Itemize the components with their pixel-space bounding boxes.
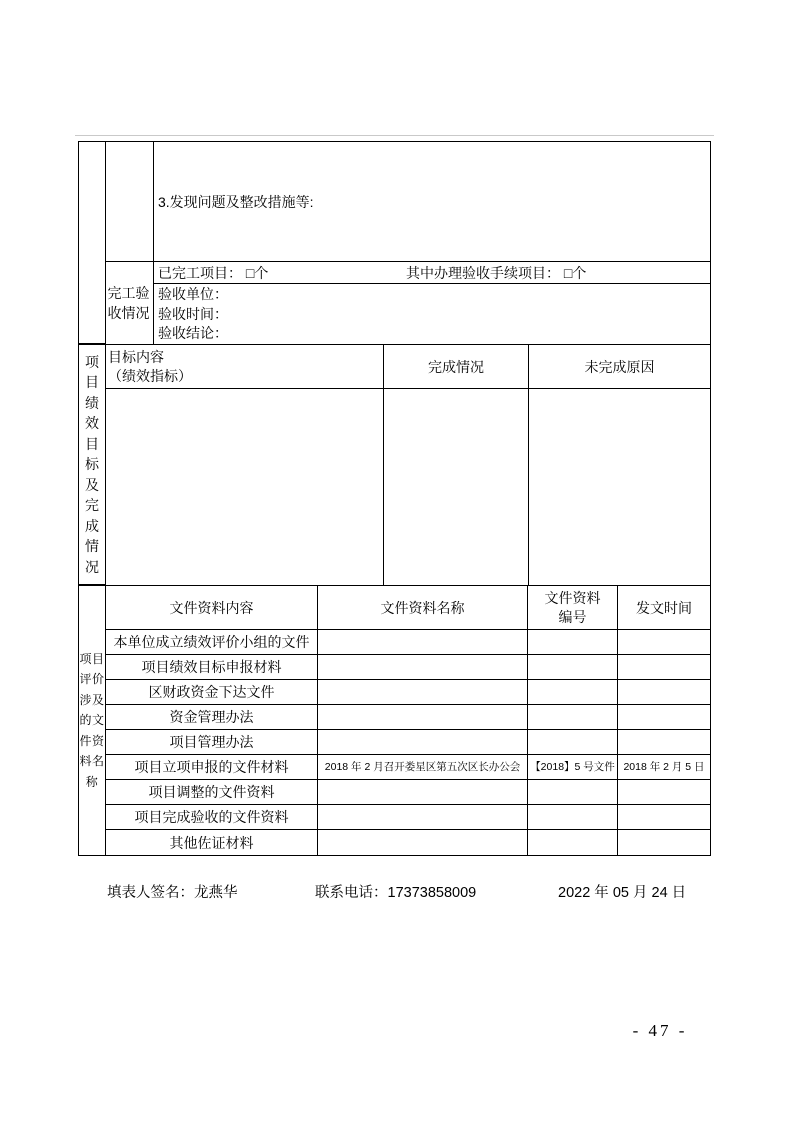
file-row-content: [106, 655, 318, 680]
file-row-date: [618, 705, 710, 730]
section-performance-goals: [79, 345, 710, 586]
file-row-content: [106, 780, 318, 805]
completion-status-header: 完成情况: [428, 358, 484, 375]
file-row-name: [318, 655, 528, 680]
file-row-number: [528, 805, 618, 830]
file-row-content: [106, 705, 318, 730]
file-row-number: [528, 730, 618, 755]
incomplete-reason-header-cell: [529, 345, 710, 389]
file-row-content-text: 其他佐证材料: [169, 834, 254, 851]
signer-label: 填表人签名：龙燕华: [107, 885, 238, 901]
completion-status-header-cell: [384, 345, 529, 389]
file-row-name: [318, 680, 528, 705]
file-row-content-text: 区财政资金下达文件: [148, 684, 275, 700]
file-row-date: [618, 830, 710, 855]
section-file-materials: [79, 586, 710, 855]
completed-projects-count-label: 已完工项目： □个: [158, 264, 269, 281]
completion-status-value-cell: [384, 389, 529, 585]
file-row-date: [618, 680, 710, 705]
file-row-date: [618, 780, 710, 805]
issue-date-header: 发文时间: [636, 599, 692, 616]
issue-date-header-cell: [618, 586, 710, 630]
file-row-content-text: 项目管理办法: [169, 734, 254, 750]
acceptance-conclusion-label: 验收结论：: [158, 325, 228, 341]
issues-and-rectification-label: 3.发现问题及整改措施等:: [158, 193, 314, 210]
completed-projects-row: [154, 262, 710, 284]
file-row-name: [318, 755, 528, 780]
file-row-date-text: 2018 年 2 月 5 日: [623, 760, 705, 773]
acceptance-time-label: 验收时间：: [158, 305, 228, 322]
contact-phone-label: 联系电话：17373858009: [315, 885, 477, 901]
file-name-header-cell: [318, 586, 528, 630]
section-completion-acceptance: [79, 142, 710, 345]
file-row-date: [618, 630, 710, 655]
incomplete-reason-value-cell: [529, 389, 710, 585]
file-row-content: [106, 630, 318, 655]
incomplete-reason-header: 未完成原因: [584, 358, 655, 375]
file-name-header: 文件资料名称: [380, 599, 465, 616]
file-row-name: [318, 780, 528, 805]
file-row-content: [106, 680, 318, 705]
file-row-name: [318, 730, 528, 755]
file-row-content: [106, 805, 318, 830]
acceptance-status-side-label: 完工验收情况: [107, 285, 150, 321]
file-row-name: [318, 830, 528, 855]
file-row-name: [318, 805, 528, 830]
goal-content-header-line2: （绩效指标）: [108, 368, 192, 384]
file-number-header-cell: [528, 586, 618, 630]
file-row-content: [106, 830, 318, 855]
file-row-content-text: 项目完成验收的文件资料: [134, 809, 289, 825]
file-row-number: [528, 830, 618, 855]
page-number: - 47 -: [632, 1021, 688, 1040]
file-row-name: [318, 705, 528, 730]
file-content-header: 文件资料内容: [169, 599, 254, 616]
file-row-content: [106, 730, 318, 755]
file-row-name: [318, 630, 528, 655]
file-row-number: [528, 680, 618, 705]
file-row-date: [618, 730, 710, 755]
performance-goals-side-label: 项目绩效目标及完成情况: [85, 353, 99, 575]
file-row-date: [618, 755, 710, 780]
evaluation-form-table: [78, 141, 711, 856]
file-row-content-text: 项目调整的文件资料: [148, 784, 275, 800]
acceptance-unit-label: 验收单位：: [158, 286, 228, 302]
file-row-number: [528, 630, 618, 655]
footer-signature-row: [0, 881, 793, 899]
file-row-content-text: 项目立项申报的文件材料: [134, 759, 289, 775]
file-row-number: [528, 780, 618, 805]
file-row-name-text: 2018 年 2 月召开娄星区第五次区长办公会: [324, 760, 521, 773]
file-row-content-text: 本单位成立绩效评价小组的文件: [113, 634, 310, 650]
file-row-number-text: 【2018】5 号文件: [530, 760, 615, 773]
fill-date-label: 2022 年 05 月 24 日: [558, 885, 687, 901]
file-row-number: [528, 655, 618, 680]
file-row-content-text: 资金管理办法: [169, 709, 254, 725]
performance-goals-side-label-cell: [79, 345, 106, 585]
file-row-date: [618, 805, 710, 830]
file-materials-side-label-cell: [79, 586, 106, 855]
file-row-content: [106, 755, 318, 780]
accepted-projects-count-label: 其中办理验收手续项目： □个: [406, 264, 587, 281]
goal-content-header-cell: [106, 345, 384, 389]
goal-content-header-line1: 目标内容: [108, 349, 164, 365]
file-number-header: 文件资料编号: [544, 589, 601, 625]
file-row-date: [618, 655, 710, 680]
empty-side-label-cell: [79, 142, 106, 344]
empty-sublabel-cell: [106, 142, 154, 262]
acceptance-details-cell: [154, 284, 710, 344]
file-content-header-cell: [106, 586, 318, 630]
file-row-content-text: 项目绩效目标申报材料: [141, 659, 282, 675]
file-row-number: [528, 705, 618, 730]
goal-content-value-cell: [106, 389, 384, 585]
acceptance-status-side-label-cell: [106, 262, 154, 344]
file-row-number: [528, 755, 618, 780]
issues-and-rectification-cell: [154, 142, 710, 262]
page-break-line: [75, 135, 714, 136]
file-materials-side-label: 项目评价涉及的文件资料名称: [79, 651, 105, 789]
